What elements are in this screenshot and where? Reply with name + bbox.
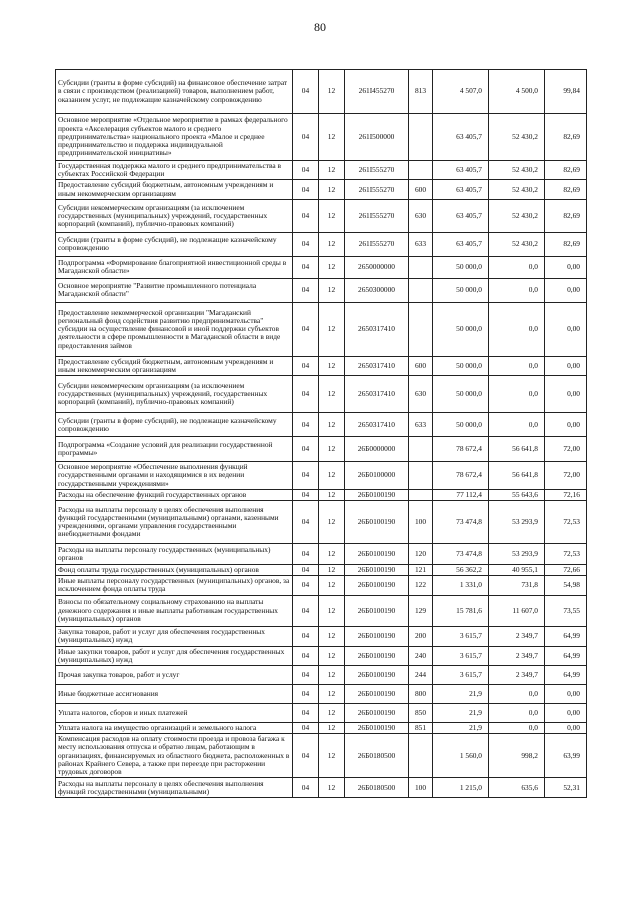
planned-amount: 78 672,4 <box>433 462 489 490</box>
table-row <box>56 302 587 356</box>
expense-type-code: 120 <box>409 544 433 565</box>
subsection-code: 12 <box>319 666 345 685</box>
target-article-code: 26Б0100000 <box>345 462 409 490</box>
execution-percent: 54,98 <box>545 576 587 595</box>
planned-amount: 77 112,4 <box>433 489 489 500</box>
section-code: 04 <box>293 114 319 161</box>
execution-percent: 0,00 <box>545 413 587 437</box>
target-article-code: 26Б0100190 <box>345 565 409 576</box>
expense-type-code: 121 <box>409 565 433 576</box>
row-description: Предоставление субсидий бюджетным, автономным учреждениям и иным некоммерческим организациям <box>56 180 293 199</box>
row-description: Иные выплаты персоналу государственных (муниципальных) органов, за исключением фонда оплаты труда <box>56 576 293 595</box>
row-description: Иные закупки товаров, работ и услуг для обеспечения государственных (муниципальных) нужд <box>56 646 293 665</box>
actual-amount: 0,0 <box>489 376 545 413</box>
subsection-code: 12 <box>319 161 345 180</box>
expense-type-code: 633 <box>409 413 433 437</box>
target-article-code: 261I555270 <box>345 180 409 199</box>
table-row <box>56 734 587 778</box>
expense-type-code: 813 <box>409 70 433 114</box>
execution-percent: 0,00 <box>545 356 587 375</box>
execution-percent: 63,99 <box>545 734 587 778</box>
subsection-code: 12 <box>319 646 345 665</box>
planned-amount: 63 405,7 <box>433 114 489 161</box>
section-code: 04 <box>293 666 319 685</box>
actual-amount: 55 643,6 <box>489 489 545 500</box>
section-code: 04 <box>293 232 319 256</box>
target-article-code: 261I555270 <box>345 161 409 180</box>
execution-percent: 0,00 <box>545 685 587 704</box>
row-description: Предоставление субсидий бюджетным, автономным учреждениям и иным некоммерческим организациям <box>56 356 293 375</box>
table-row <box>56 595 587 626</box>
target-article-code: 26Б0100190 <box>345 576 409 595</box>
table-row <box>56 666 587 685</box>
planned-amount: 21,9 <box>433 723 489 734</box>
row-description: Субсидии (гранты в форме субсидий), не подлежащие казначейскому сопровождению <box>56 232 293 256</box>
section-code: 04 <box>293 70 319 114</box>
section-code: 04 <box>293 734 319 778</box>
actual-amount: 52 430,2 <box>489 232 545 256</box>
row-description: Подпрограмма «Создание условий для реализации государственной программы» <box>56 437 293 462</box>
budget-table <box>55 69 587 798</box>
planned-amount: 1 215,0 <box>433 778 489 798</box>
target-article-code: 26Б0000000 <box>345 437 409 462</box>
target-article-code: 2650317410 <box>345 376 409 413</box>
table-row <box>56 778 587 798</box>
target-article-code: 2650000000 <box>345 256 409 278</box>
planned-amount: 21,9 <box>433 704 489 723</box>
subsection-code: 12 <box>319 778 345 798</box>
planned-amount: 50 000,0 <box>433 302 489 356</box>
planned-amount: 4 507,0 <box>433 70 489 114</box>
expense-type-code <box>409 302 433 356</box>
subsection-code: 12 <box>319 685 345 704</box>
row-description: Субсидии некоммерческим организациям (за исключением государственных (муниципальных) учреждений, государственных корпораций (компаний), публично-правовых компаний) <box>56 199 293 232</box>
execution-percent: 82,69 <box>545 199 587 232</box>
table-row <box>56 437 587 462</box>
planned-amount: 63 405,7 <box>433 180 489 199</box>
target-article-code: 26Б0100190 <box>345 489 409 500</box>
row-description: Основное мероприятие "Развитие промышленного потенциала Магаданской области" <box>56 278 293 302</box>
table-row <box>56 278 587 302</box>
actual-amount: 52 430,2 <box>489 161 545 180</box>
execution-percent: 0,00 <box>545 302 587 356</box>
target-article-code: 26Б0100190 <box>345 544 409 565</box>
section-code: 04 <box>293 376 319 413</box>
row-description: Расходы на выплаты персоналу в целях обеспечения выполнения функций государственными (муниципальными) органами, казенными учреждениями, органами управления государственными внебюджетными фондами <box>56 501 293 544</box>
section-code: 04 <box>293 685 319 704</box>
planned-amount: 56 362,2 <box>433 565 489 576</box>
section-code: 04 <box>293 489 319 500</box>
section-code: 04 <box>293 544 319 565</box>
planned-amount: 50 000,0 <box>433 413 489 437</box>
execution-percent: 52,31 <box>545 778 587 798</box>
row-description: Субсидии некоммерческим организациям (за исключением государственных (муниципальных) учреждений, государственных корпораций (компаний), публично-правовых компаний) <box>56 376 293 413</box>
table-row <box>56 646 587 665</box>
section-code: 04 <box>293 356 319 375</box>
section-code: 04 <box>293 565 319 576</box>
actual-amount: 56 641,8 <box>489 437 545 462</box>
actual-amount: 11 607,0 <box>489 595 545 626</box>
section-code: 04 <box>293 704 319 723</box>
row-description: Основное мероприятие «Обеспечение выполнения функций государственными органами и находящимися в их ведении государственными учреждениями» <box>56 462 293 490</box>
subsection-code: 12 <box>319 489 345 500</box>
subsection-code: 12 <box>319 376 345 413</box>
actual-amount: 0,0 <box>489 302 545 356</box>
expense-type-code <box>409 161 433 180</box>
table-row <box>56 413 587 437</box>
section-code: 04 <box>293 278 319 302</box>
target-article-code: 26Б0100190 <box>345 704 409 723</box>
planned-amount: 50 000,0 <box>433 376 489 413</box>
table-row <box>56 376 587 413</box>
actual-amount: 53 293,9 <box>489 544 545 565</box>
execution-percent: 72,53 <box>545 544 587 565</box>
row-description: Субсидии (гранты в форме субсидий), не подлежащие казначейскому сопровождению <box>56 413 293 437</box>
planned-amount: 1 331,0 <box>433 576 489 595</box>
execution-percent: 0,00 <box>545 376 587 413</box>
row-description: Уплата налога на имущество организаций и земельного налога <box>56 723 293 734</box>
actual-amount: 2 349,7 <box>489 666 545 685</box>
execution-percent: 82,69 <box>545 161 587 180</box>
execution-percent: 64,99 <box>545 646 587 665</box>
planned-amount: 15 781,6 <box>433 595 489 626</box>
target-article-code: 261I555270 <box>345 232 409 256</box>
section-code: 04 <box>293 595 319 626</box>
actual-amount: 53 293,9 <box>489 501 545 544</box>
row-description: Субсидии (гранты в форме субсидий) на финансовое обеспечение затрат в связи с производством (реализацией) товаров, выполнением работ, оказанием услуг, не подлежащие казначейскому сопровождению <box>56 70 293 114</box>
table-row <box>56 501 587 544</box>
target-article-code: 26Б0100190 <box>345 501 409 544</box>
subsection-code: 12 <box>319 180 345 199</box>
execution-percent: 82,69 <box>545 180 587 199</box>
row-description: Компенсация расходов на оплату стоимости проезда и провоза багажа к месту использования отпуска и обратно лицам, работающим в организациях, финансируемых из областного бюджета, расположенных в районах Крайнего Севера, а также при переезде при расторжении трудовых договоров <box>56 734 293 778</box>
section-code: 04 <box>293 302 319 356</box>
expense-type-code <box>409 278 433 302</box>
actual-amount: 998,2 <box>489 734 545 778</box>
subsection-code: 12 <box>319 199 345 232</box>
section-code: 04 <box>293 501 319 544</box>
actual-amount: 0,0 <box>489 723 545 734</box>
actual-amount: 0,0 <box>489 413 545 437</box>
planned-amount: 78 672,4 <box>433 437 489 462</box>
subsection-code: 12 <box>319 413 345 437</box>
expense-type-code: 851 <box>409 723 433 734</box>
planned-amount: 3 615,7 <box>433 666 489 685</box>
section-code: 04 <box>293 161 319 180</box>
expense-type-code: 200 <box>409 626 433 646</box>
execution-percent: 72,16 <box>545 489 587 500</box>
planned-amount: 73 474,8 <box>433 501 489 544</box>
subsection-code: 12 <box>319 565 345 576</box>
planned-amount: 63 405,7 <box>433 161 489 180</box>
table-row <box>56 723 587 734</box>
actual-amount: 4 500,0 <box>489 70 545 114</box>
target-article-code: 26Б0100190 <box>345 595 409 626</box>
table-row <box>56 256 587 278</box>
expense-type-code <box>409 734 433 778</box>
execution-percent: 72,53 <box>545 501 587 544</box>
execution-percent: 64,99 <box>545 626 587 646</box>
expense-type-code <box>409 256 433 278</box>
subsection-code: 12 <box>319 302 345 356</box>
actual-amount: 40 955,1 <box>489 565 545 576</box>
table-row <box>56 356 587 375</box>
expense-type-code: 100 <box>409 501 433 544</box>
subsection-code: 12 <box>319 501 345 544</box>
row-description: Расходы на выплаты персоналу в целях обеспечения выполнения функций государственными (муниципальными) <box>56 778 293 798</box>
execution-percent: 72,00 <box>545 462 587 490</box>
planned-amount: 21,9 <box>433 685 489 704</box>
expense-type-code: 129 <box>409 595 433 626</box>
row-description: Государственная поддержка малого и среднего предпринимательства в субъектах Российской Федерации <box>56 161 293 180</box>
expense-type-code: 600 <box>409 180 433 199</box>
planned-amount: 50 000,0 <box>433 256 489 278</box>
row-description: Основное мероприятие «Отдельное мероприятие в рамках федерального проекта «Акселерация субъектов малого и среднего предпринимательства» национального проекта «Малое и среднее предпринимательство и поддержка индивидуальной предпринимательской инициативы» <box>56 114 293 161</box>
planned-amount: 63 405,7 <box>433 199 489 232</box>
subsection-code: 12 <box>319 437 345 462</box>
table-row <box>56 232 587 256</box>
subsection-code: 12 <box>319 544 345 565</box>
actual-amount: 52 430,2 <box>489 114 545 161</box>
section-code: 04 <box>293 626 319 646</box>
expense-type-code: 600 <box>409 356 433 375</box>
expense-type-code: 633 <box>409 232 433 256</box>
subsection-code: 12 <box>319 595 345 626</box>
row-description: Расходы на выплаты персоналу государственных (муниципальных) органов <box>56 544 293 565</box>
actual-amount: 52 430,2 <box>489 199 545 232</box>
actual-amount: 2 349,7 <box>489 646 545 665</box>
section-code: 04 <box>293 576 319 595</box>
planned-amount: 50 000,0 <box>433 356 489 375</box>
section-code: 04 <box>293 646 319 665</box>
subsection-code: 12 <box>319 723 345 734</box>
table-row <box>56 685 587 704</box>
subsection-code: 12 <box>319 356 345 375</box>
table-row <box>56 626 587 646</box>
planned-amount: 3 615,7 <box>433 646 489 665</box>
execution-percent: 0,00 <box>545 278 587 302</box>
row-description: Подпрограмма «Формирование благоприятной инвестиционной среды в Магаданской области» <box>56 256 293 278</box>
execution-percent: 0,00 <box>545 723 587 734</box>
expense-type-code <box>409 489 433 500</box>
actual-amount: 635,6 <box>489 778 545 798</box>
execution-percent: 72,00 <box>545 437 587 462</box>
target-article-code: 26Б0180500 <box>345 778 409 798</box>
expense-type-code: 630 <box>409 376 433 413</box>
target-article-code: 26Б0100190 <box>345 723 409 734</box>
actual-amount: 731,8 <box>489 576 545 595</box>
target-article-code: 2650317410 <box>345 356 409 375</box>
section-code: 04 <box>293 723 319 734</box>
subsection-code: 12 <box>319 278 345 302</box>
table-row <box>56 161 587 180</box>
section-code: 04 <box>293 199 319 232</box>
planned-amount: 50 000,0 <box>433 278 489 302</box>
target-article-code: 261I455270 <box>345 70 409 114</box>
subsection-code: 12 <box>319 626 345 646</box>
row-description: Прочая закупка товаров, работ и услуг <box>56 666 293 685</box>
table-row <box>56 704 587 723</box>
row-description: Закупка товаров, работ и услуг для обеспечения государственных (муниципальных) нужд <box>56 626 293 646</box>
subsection-code: 12 <box>319 70 345 114</box>
subsection-code: 12 <box>319 734 345 778</box>
subsection-code: 12 <box>319 114 345 161</box>
target-article-code: 26Б0100190 <box>345 666 409 685</box>
section-code: 04 <box>293 437 319 462</box>
actual-amount: 52 430,2 <box>489 180 545 199</box>
target-article-code: 261I500000 <box>345 114 409 161</box>
expense-type-code: 240 <box>409 646 433 665</box>
expense-type-code: 630 <box>409 199 433 232</box>
expense-type-code: 122 <box>409 576 433 595</box>
subsection-code: 12 <box>319 462 345 490</box>
row-description: Взносы по обязательному социальному страхованию на выплаты денежного содержания и иные выплаты работникам государственных (муниципальных) органов <box>56 595 293 626</box>
table-row <box>56 114 587 161</box>
expense-type-code: 800 <box>409 685 433 704</box>
section-code: 04 <box>293 778 319 798</box>
planned-amount: 3 615,7 <box>433 626 489 646</box>
table-row <box>56 565 587 576</box>
table-row <box>56 462 587 490</box>
planned-amount: 73 474,8 <box>433 544 489 565</box>
execution-percent: 73,55 <box>545 595 587 626</box>
actual-amount: 0,0 <box>489 256 545 278</box>
target-article-code: 2650317410 <box>345 302 409 356</box>
expense-type-code: 244 <box>409 666 433 685</box>
subsection-code: 12 <box>319 256 345 278</box>
execution-percent: 64,99 <box>545 666 587 685</box>
execution-percent: 0,00 <box>545 704 587 723</box>
execution-percent: 82,69 <box>545 114 587 161</box>
table-row <box>56 70 587 114</box>
row-description: Фонд оплаты труда государственных (муниципальных) органов <box>56 565 293 576</box>
target-article-code: 26Б0100190 <box>345 646 409 665</box>
target-article-code: 26Б0100190 <box>345 685 409 704</box>
target-article-code: 2650300000 <box>345 278 409 302</box>
target-article-code: 261I555270 <box>345 199 409 232</box>
section-code: 04 <box>293 462 319 490</box>
expense-type-code: 100 <box>409 778 433 798</box>
row-description: Предоставление некоммерческой организации "Магаданский региональный фонд содействия развитию предпринимательства" субсидии на осуществление финансовой и иной поддержки субъектов деятельности в сфере промышленности в Магаданской области в виде предоставления займов <box>56 302 293 356</box>
section-code: 04 <box>293 256 319 278</box>
table-row <box>56 489 587 500</box>
expense-type-code <box>409 462 433 490</box>
target-article-code: 2650317410 <box>345 413 409 437</box>
execution-percent: 72,66 <box>545 565 587 576</box>
expense-type-code <box>409 437 433 462</box>
target-article-code: 26Б0100190 <box>345 626 409 646</box>
planned-amount: 63 405,7 <box>433 232 489 256</box>
section-code: 04 <box>293 180 319 199</box>
expense-type-code <box>409 114 433 161</box>
row-description: Иные бюджетные ассигнования <box>56 685 293 704</box>
subsection-code: 12 <box>319 704 345 723</box>
actual-amount: 2 349,7 <box>489 626 545 646</box>
execution-percent: 99,84 <box>545 70 587 114</box>
table-row <box>56 180 587 199</box>
actual-amount: 56 641,8 <box>489 462 545 490</box>
actual-amount: 0,0 <box>489 356 545 375</box>
actual-amount: 0,0 <box>489 704 545 723</box>
subsection-code: 12 <box>319 576 345 595</box>
table-row <box>56 199 587 232</box>
row-description: Расходы на обеспечение функций государственных органов <box>56 489 293 500</box>
actual-amount: 0,0 <box>489 278 545 302</box>
execution-percent: 82,69 <box>545 232 587 256</box>
actual-amount: 0,0 <box>489 685 545 704</box>
budget-table-body <box>56 70 587 798</box>
table-row <box>56 576 587 595</box>
table-row <box>56 544 587 565</box>
expense-type-code: 850 <box>409 704 433 723</box>
target-article-code: 26Б0180500 <box>345 734 409 778</box>
page-number: 80 <box>314 20 326 34</box>
row-description: Уплата налогов, сборов и иных платежей <box>56 704 293 723</box>
planned-amount: 1 560,0 <box>433 734 489 778</box>
subsection-code: 12 <box>319 232 345 256</box>
execution-percent: 0,00 <box>545 256 587 278</box>
section-code: 04 <box>293 413 319 437</box>
